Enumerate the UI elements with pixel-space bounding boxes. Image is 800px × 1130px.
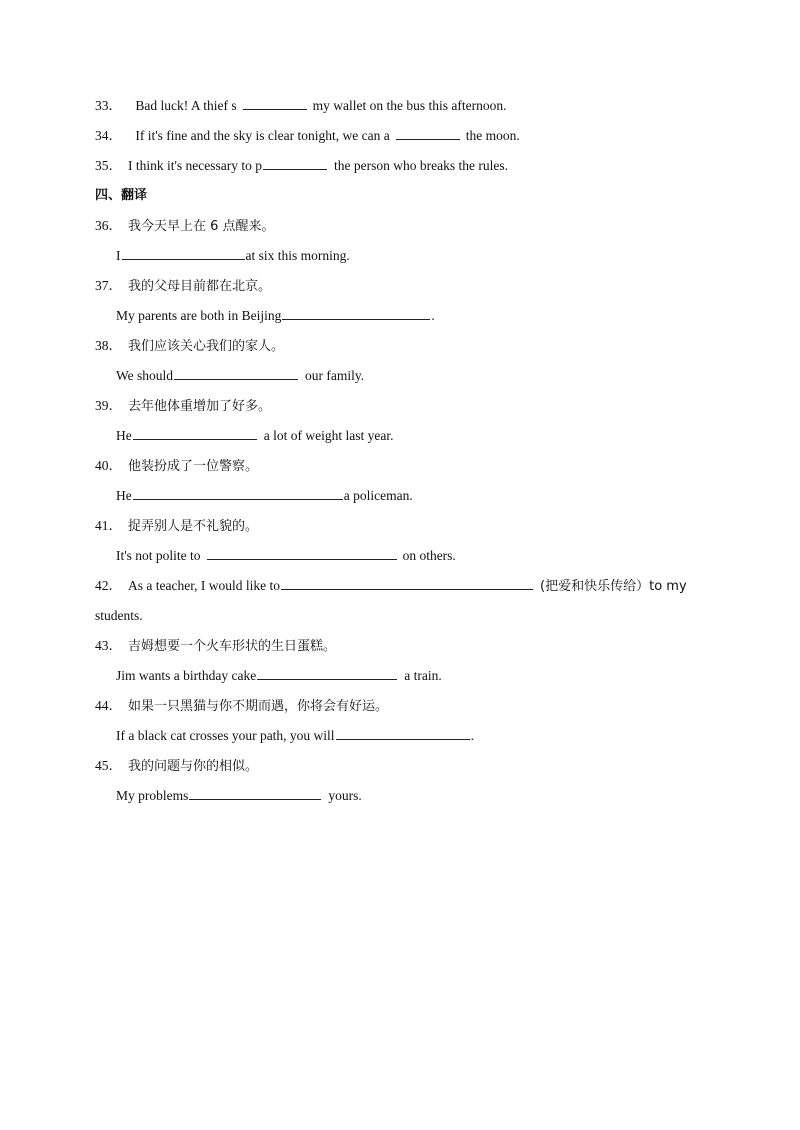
- question-number: 44．: [95, 698, 122, 713]
- question-43-answer: [116, 666, 442, 686]
- question-38-answer: [116, 366, 364, 386]
- answer-text: .: [431, 308, 435, 323]
- question-34: [95, 126, 520, 146]
- question-number: 36．: [95, 218, 122, 233]
- answer-blank[interactable]: [281, 576, 533, 590]
- question-text: I think it's necessary to p: [128, 158, 263, 173]
- question-text: Bad luck! A thief s: [135, 98, 237, 113]
- answer-text: yours.: [328, 788, 362, 803]
- question-35: [95, 156, 508, 176]
- answer-text: My problems: [116, 788, 189, 803]
- question-42-continued: students.: [95, 608, 143, 623]
- answer-text: We should: [116, 368, 174, 383]
- answer-text: .: [470, 728, 474, 743]
- chinese-prompt: 他装扮成了一位警察。: [128, 459, 259, 474]
- question-37-prompt: [95, 276, 271, 297]
- question-number: 38．: [95, 338, 122, 353]
- question-number: 33．: [95, 98, 122, 113]
- answer-text: He: [116, 488, 132, 503]
- answer-text: If a black cat crosses your path, you will: [116, 728, 335, 743]
- chinese-hint: (把爱和快乐传给）to my: [540, 579, 687, 594]
- question-45-prompt: [95, 756, 258, 777]
- chinese-prompt: 我今天早上在 6 点醒来。: [128, 219, 275, 234]
- answer-text: our family.: [305, 368, 365, 383]
- answer-blank[interactable]: [263, 156, 327, 170]
- answer-text: a train.: [404, 668, 442, 683]
- question-number: 39．: [95, 398, 122, 413]
- question-number: 37．: [95, 278, 122, 293]
- chinese-prompt: 捉弄别人是不礼貌的。: [128, 519, 259, 534]
- question-text: the moon.: [465, 128, 520, 143]
- answer-text: at six this morning.: [245, 248, 350, 263]
- question-33: [95, 96, 506, 116]
- chinese-prompt: 我们应该关心我们的家人。: [128, 339, 285, 354]
- chinese-prompt: 如果一只黑猫与你不期而遇，你将会有好运。: [128, 699, 389, 714]
- question-text: the person who breaks the rules.: [334, 158, 508, 173]
- section-title: 四、翻译: [95, 188, 148, 203]
- answer-blank[interactable]: [396, 126, 460, 140]
- question-45-answer: [116, 786, 362, 806]
- question-number: 40．: [95, 458, 122, 473]
- question-number: 34．: [95, 128, 122, 143]
- chinese-prompt: 吉姆想要一个火车形状的生日蛋糕。: [128, 639, 337, 654]
- question-text: If it's fine and the sky is clear tonight, we can a: [135, 128, 390, 143]
- question-41-answer: [116, 546, 456, 566]
- answer-text: I: [116, 248, 121, 263]
- answer-text: My parents are both in Beijing: [116, 308, 282, 323]
- chinese-prompt: 去年他体重增加了好多。: [128, 399, 272, 414]
- answer-text: on others.: [402, 548, 456, 563]
- answer-blank[interactable]: [282, 306, 430, 320]
- question-number: 42．: [95, 578, 122, 593]
- chinese-prompt: 我的问题与你的相似。: [128, 759, 259, 774]
- question-44-prompt: [95, 696, 388, 717]
- question-number: 45．: [95, 758, 122, 773]
- question-39-answer: [116, 426, 393, 446]
- answer-blank[interactable]: [257, 666, 397, 680]
- question-36-prompt: [95, 216, 275, 237]
- question-36-answer: [116, 246, 350, 266]
- question-40-answer: [116, 486, 413, 506]
- answer-text: As a teacher, I would like to: [128, 578, 281, 593]
- question-number: 35．: [95, 158, 122, 173]
- answer-blank[interactable]: [189, 786, 321, 800]
- answer-blank[interactable]: [207, 546, 397, 560]
- question-37-answer: [116, 306, 435, 326]
- question-38-prompt: [95, 336, 284, 357]
- question-number: 41．: [95, 518, 122, 533]
- answer-blank[interactable]: [133, 486, 343, 500]
- answer-text: a lot of weight last year.: [263, 428, 394, 443]
- question-43-prompt: [95, 636, 336, 657]
- question-44-answer: [116, 726, 474, 746]
- answer-blank[interactable]: [336, 726, 470, 740]
- answer-text: a policeman.: [343, 488, 413, 503]
- answer-text: Jim wants a birthday cake: [116, 668, 257, 683]
- question-text: my wallet on the bus this afternoon.: [312, 98, 507, 113]
- answer-text: It's not polite to: [116, 548, 201, 563]
- question-41-prompt: [95, 516, 258, 537]
- question-number: 43．: [95, 638, 122, 653]
- answer-text: He: [116, 428, 132, 443]
- answer-blank[interactable]: [243, 96, 307, 110]
- question-40-prompt: [95, 456, 258, 477]
- chinese-prompt: 我的父母目前都在北京。: [128, 279, 272, 294]
- question-42: [95, 576, 687, 597]
- question-39-prompt: [95, 396, 271, 417]
- answer-blank[interactable]: [174, 366, 298, 380]
- answer-blank[interactable]: [133, 426, 257, 440]
- answer-blank[interactable]: [122, 246, 245, 260]
